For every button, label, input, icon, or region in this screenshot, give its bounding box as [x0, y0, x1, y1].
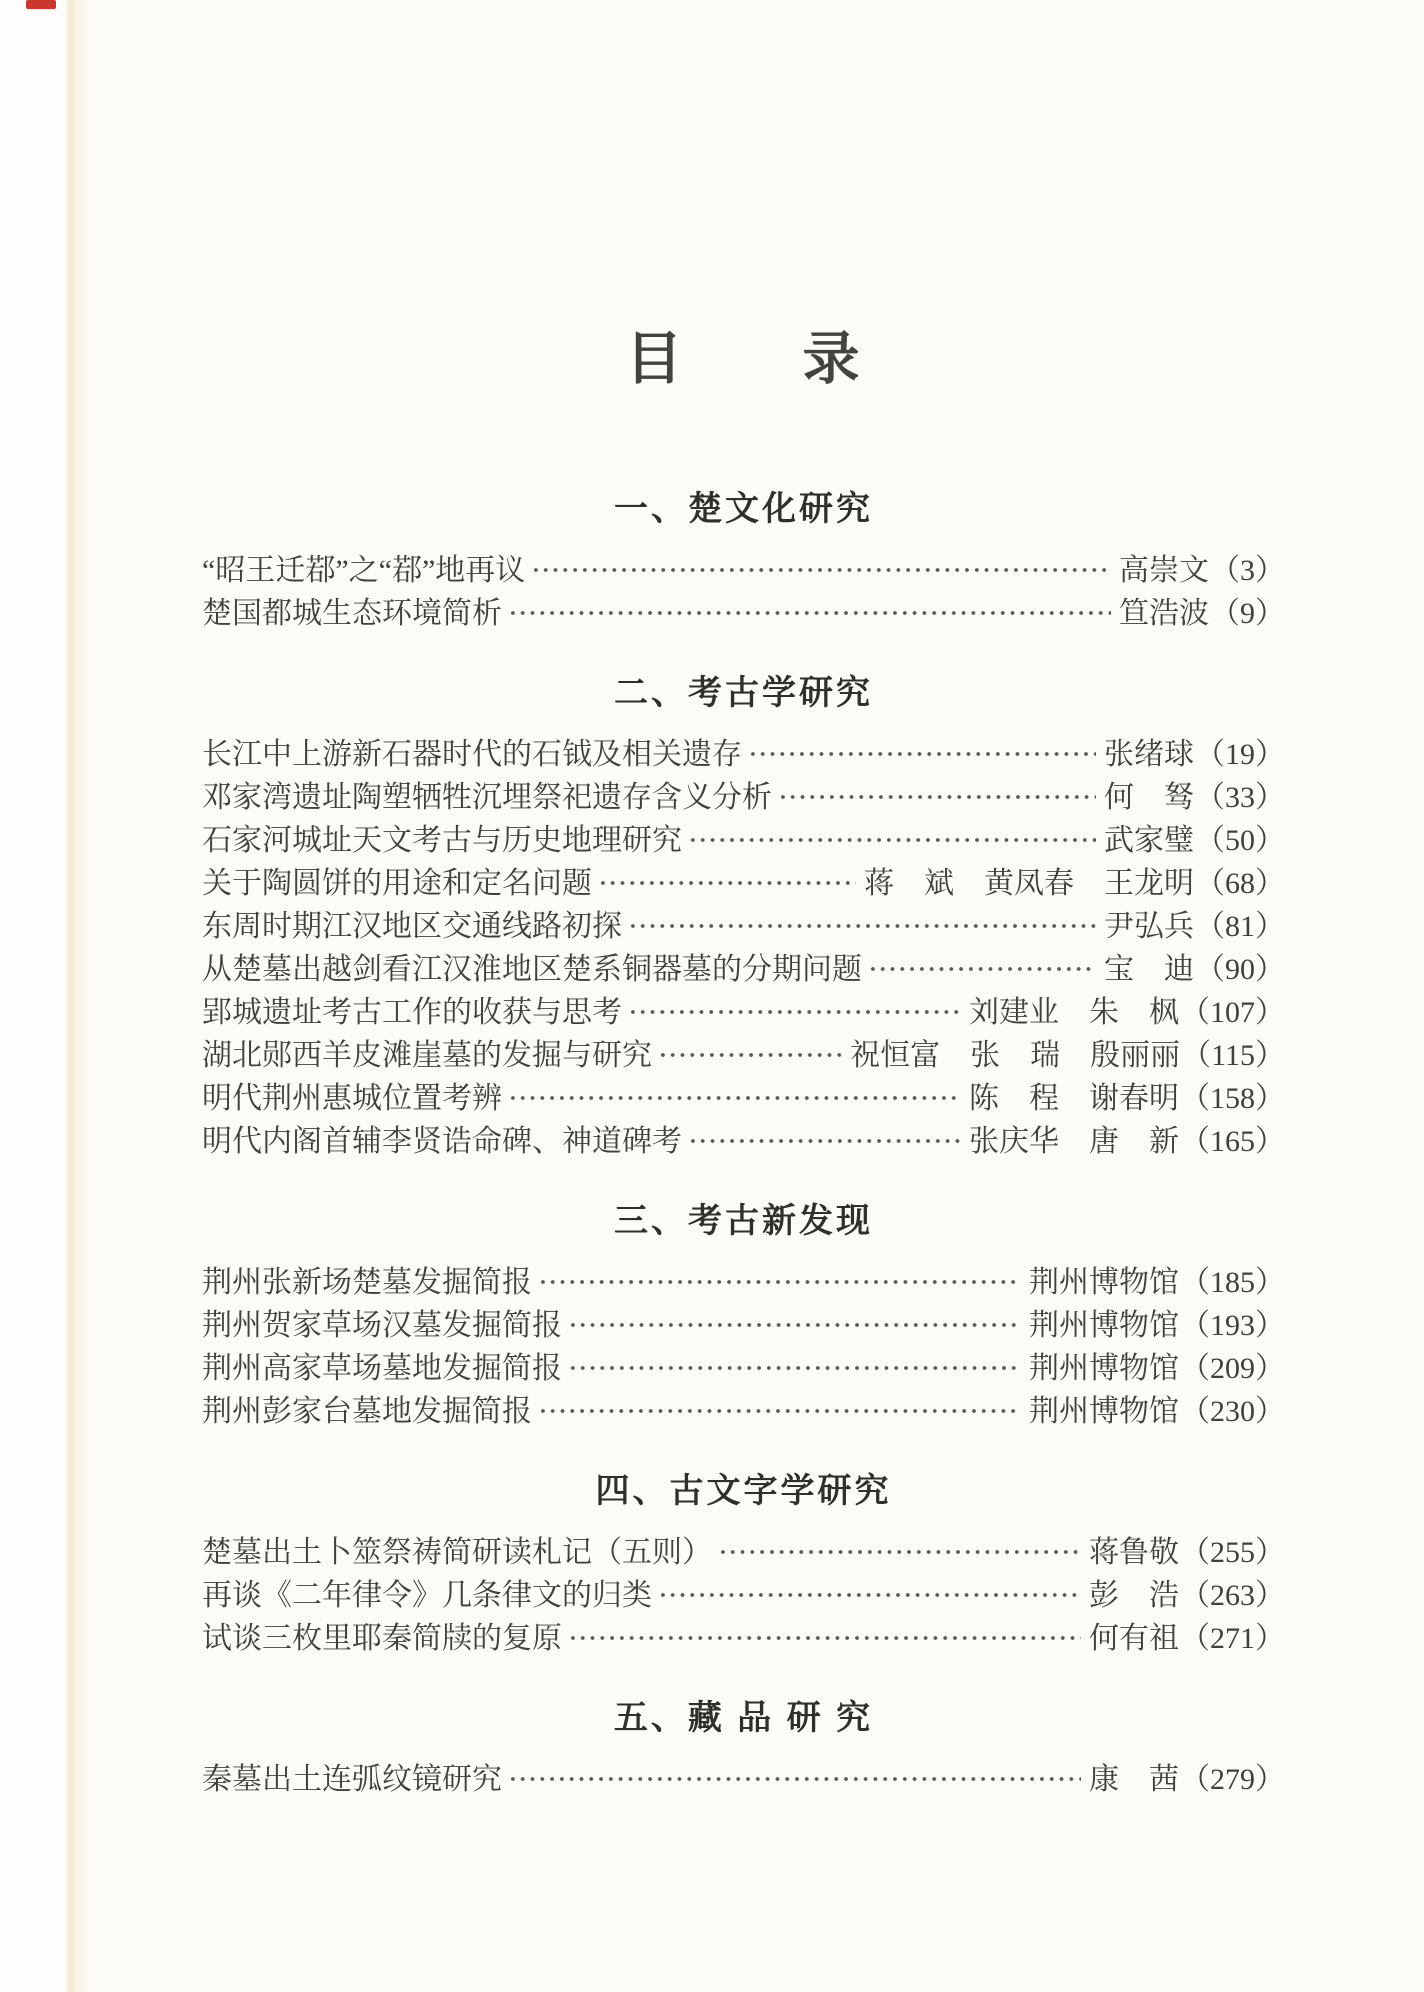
- entry-page-number: （9）: [1210, 596, 1285, 630]
- toc-page-title: 目 录: [625, 328, 862, 391]
- dot-leader: [688, 825, 1096, 855]
- entry-page-number: （193）: [1180, 1308, 1285, 1342]
- toc-entry: [202, 1527, 1285, 1570]
- dot-leader: [568, 1353, 1021, 1383]
- entry-title: 明代内阁首辅李贤诰命碑、神道碑考: [202, 1124, 682, 1158]
- dot-leader: [538, 1267, 1021, 1297]
- entry-title: 长江中上游新石器时代的石钺及相关遗存: [202, 737, 742, 771]
- entry-ref: [1104, 772, 1285, 816]
- entry-page-number: （263）: [1180, 1578, 1285, 1612]
- entry-title: 邓家湾遗址陶塑牺牲沉埋祭祀遗存含义分析: [202, 780, 772, 814]
- entry-authors: 笪浩波: [1119, 596, 1209, 630]
- entry-title: 湖北郧西羊皮滩崖墓的发掘与研究: [202, 1038, 652, 1072]
- dot-leader: [508, 1083, 961, 1113]
- toc-entry: [202, 815, 1285, 858]
- entry-page-number: （68）: [1195, 866, 1285, 900]
- dot-leader: [531, 555, 1111, 585]
- entry-title: 荆州高家草场墓地发掘简报: [202, 1351, 562, 1385]
- entry-page-number: （81）: [1195, 909, 1285, 943]
- dot-leader: [568, 1623, 1081, 1653]
- toc-entry: [202, 1613, 1285, 1656]
- entry-ref: [1029, 1300, 1285, 1344]
- toc-entry: [202, 1300, 1285, 1343]
- entry-page-number: （50）: [1195, 823, 1285, 857]
- section-entries: [202, 1754, 1285, 1797]
- entry-ref: [1089, 1570, 1285, 1614]
- entry-ref: [1104, 901, 1285, 945]
- entry-authors: 祝恒富 张 瑞 殷丽丽: [850, 1038, 1181, 1072]
- entry-title: 东周时期江汉地区交通线路初探: [202, 909, 622, 943]
- entry-ref: [1104, 815, 1285, 859]
- entry-ref: [1119, 588, 1285, 632]
- toc-content: [202, 0, 1285, 1797]
- entry-title: 郢城遗址考古工作的收获与思考: [202, 995, 622, 1029]
- dot-leader: [598, 868, 856, 898]
- toc-section: [202, 489, 1285, 631]
- entry-page-number: （3）: [1210, 553, 1285, 587]
- entry-authors: 张绪球: [1104, 737, 1194, 771]
- entry-authors: 陈 程 谢春明: [969, 1081, 1179, 1115]
- entry-title: 明代荆州惠城位置考辨: [202, 1081, 502, 1115]
- entry-title: 再谈《二年律令》几条律文的归类: [202, 1578, 652, 1612]
- dot-leader: [658, 1580, 1081, 1610]
- section-heading: 一、楚文化研究: [614, 490, 873, 528]
- entry-title: 荆州张新场楚墓发掘简报: [202, 1265, 532, 1299]
- dot-leader: [508, 598, 1111, 628]
- entry-ref: [1089, 1527, 1285, 1571]
- dot-leader: [538, 1396, 1021, 1426]
- toc-entry: [202, 901, 1285, 944]
- toc-entry: [202, 1386, 1285, 1429]
- scan-corner-mark: [26, 0, 56, 9]
- entry-page-number: （279）: [1180, 1762, 1285, 1796]
- entry-ref: [1104, 944, 1285, 988]
- dot-leader: [688, 1126, 961, 1156]
- entry-title: 楚墓出土卜筮祭祷简研读札记（五则）: [202, 1535, 712, 1569]
- entry-authors: 何 驽: [1104, 780, 1194, 814]
- entry-page-number: （107）: [1180, 995, 1285, 1029]
- entry-ref: [1029, 1343, 1285, 1387]
- toc-entry: [202, 987, 1285, 1030]
- dot-leader: [628, 997, 961, 1027]
- section-heading: 二、考古学研究: [614, 674, 873, 712]
- entry-title: 关于陶圆饼的用途和定名问题: [202, 866, 592, 900]
- entry-authors: 康 茜: [1089, 1762, 1179, 1796]
- entry-title: 荆州彭家台墓地发掘简报: [202, 1394, 532, 1428]
- entry-ref: [1089, 1754, 1285, 1798]
- entry-ref: [1029, 1257, 1285, 1301]
- entry-page-number: （230）: [1180, 1394, 1285, 1428]
- toc-section: [202, 1471, 1285, 1656]
- section-entries: [202, 729, 1285, 1159]
- toc-entry: [202, 1030, 1285, 1073]
- toc-section: [202, 673, 1285, 1159]
- entry-ref: [1089, 1613, 1285, 1657]
- entry-page-number: （271）: [1180, 1621, 1285, 1655]
- toc-section: [202, 1698, 1285, 1797]
- section-heading: 四、古文字学研究: [595, 1472, 892, 1510]
- dot-leader: [748, 739, 1096, 769]
- section-heading: 三、考古新发现: [614, 1202, 873, 1240]
- entry-authors: 荆州博物馆: [1029, 1308, 1179, 1342]
- entry-page-number: （33）: [1195, 780, 1285, 814]
- toc-entry: [202, 772, 1285, 815]
- entry-page-number: （185）: [1180, 1265, 1285, 1299]
- entry-authors: 荆州博物馆: [1029, 1351, 1179, 1385]
- toc-entry: [202, 545, 1285, 588]
- entry-page-number: （209）: [1180, 1351, 1285, 1385]
- entry-page-number: （165）: [1180, 1124, 1285, 1158]
- entry-ref: [1029, 1386, 1285, 1430]
- entry-authors: 尹弘兵: [1104, 909, 1194, 943]
- entry-authors: 武家璧: [1104, 823, 1194, 857]
- entry-ref: [864, 858, 1285, 902]
- entry-authors: 宝 迪: [1104, 952, 1194, 986]
- dot-leader: [778, 782, 1096, 812]
- toc-section: [202, 1201, 1285, 1429]
- entry-title: 楚国都城生态环境简析: [202, 596, 502, 630]
- entry-title: 从楚墓出越剑看江汉淮地区楚系铜器墓的分期问题: [202, 952, 862, 986]
- toc-entry: [202, 729, 1285, 772]
- section-entries: [202, 1527, 1285, 1656]
- entry-ref: [969, 1116, 1285, 1160]
- toc-entry: [202, 944, 1285, 987]
- dot-leader: [628, 911, 1096, 941]
- entry-title: 秦墓出土连弧纹镜研究: [202, 1762, 502, 1796]
- entry-authors: 何有祖: [1089, 1621, 1179, 1655]
- toc-entry: [202, 1116, 1285, 1159]
- entry-title: 荆州贺家草场汉墓发掘简报: [202, 1308, 562, 1342]
- entry-authors: 荆州博物馆: [1029, 1265, 1179, 1299]
- dot-leader: [868, 954, 1096, 984]
- entry-page-number: （115）: [1181, 1038, 1285, 1072]
- entry-title: 试谈三枚里耶秦简牍的复原: [202, 1621, 562, 1655]
- entry-title: 石家河城址天文考古与历史地理研究: [202, 823, 682, 857]
- entry-page-number: （255）: [1180, 1535, 1285, 1569]
- section-entries: [202, 545, 1285, 631]
- entry-page-number: （90）: [1195, 952, 1285, 986]
- toc-entry: [202, 1343, 1285, 1386]
- entry-authors: 张庆华 唐 新: [969, 1124, 1179, 1158]
- section-heading: 五、藏 品 研 究: [613, 1699, 874, 1737]
- entry-ref: [850, 1030, 1285, 1074]
- entry-page-number: （158）: [1180, 1081, 1285, 1115]
- entry-title: “昭王迁鄀”之“鄀”地再议: [202, 553, 526, 587]
- entry-authors: 彭 浩: [1089, 1578, 1179, 1612]
- toc-entry: [202, 1073, 1285, 1116]
- entry-ref: [1104, 729, 1285, 773]
- toc-entry: [202, 1754, 1285, 1797]
- toc-entry: [202, 1257, 1285, 1300]
- dot-leader: [568, 1310, 1021, 1340]
- entry-authors: 高崇文: [1119, 553, 1209, 587]
- dot-leader: [718, 1537, 1081, 1567]
- entry-authors: 蒋 斌 黄凤春 王龙明: [864, 866, 1194, 900]
- entry-authors: 蒋鲁敬: [1089, 1535, 1179, 1569]
- entry-page-number: （19）: [1195, 737, 1285, 771]
- entry-authors: 荆州博物馆: [1029, 1394, 1179, 1428]
- toc-entry: [202, 588, 1285, 631]
- entry-ref: [1119, 545, 1285, 589]
- toc-entry: [202, 1570, 1285, 1613]
- section-entries: [202, 1257, 1285, 1429]
- entry-ref: [969, 987, 1285, 1031]
- entry-authors: 刘建业 朱 枫: [969, 995, 1179, 1029]
- toc-sections: [202, 489, 1285, 1797]
- toc-entry: [202, 858, 1285, 901]
- dot-leader: [658, 1040, 842, 1070]
- dot-leader: [508, 1764, 1081, 1794]
- entry-ref: [969, 1073, 1285, 1117]
